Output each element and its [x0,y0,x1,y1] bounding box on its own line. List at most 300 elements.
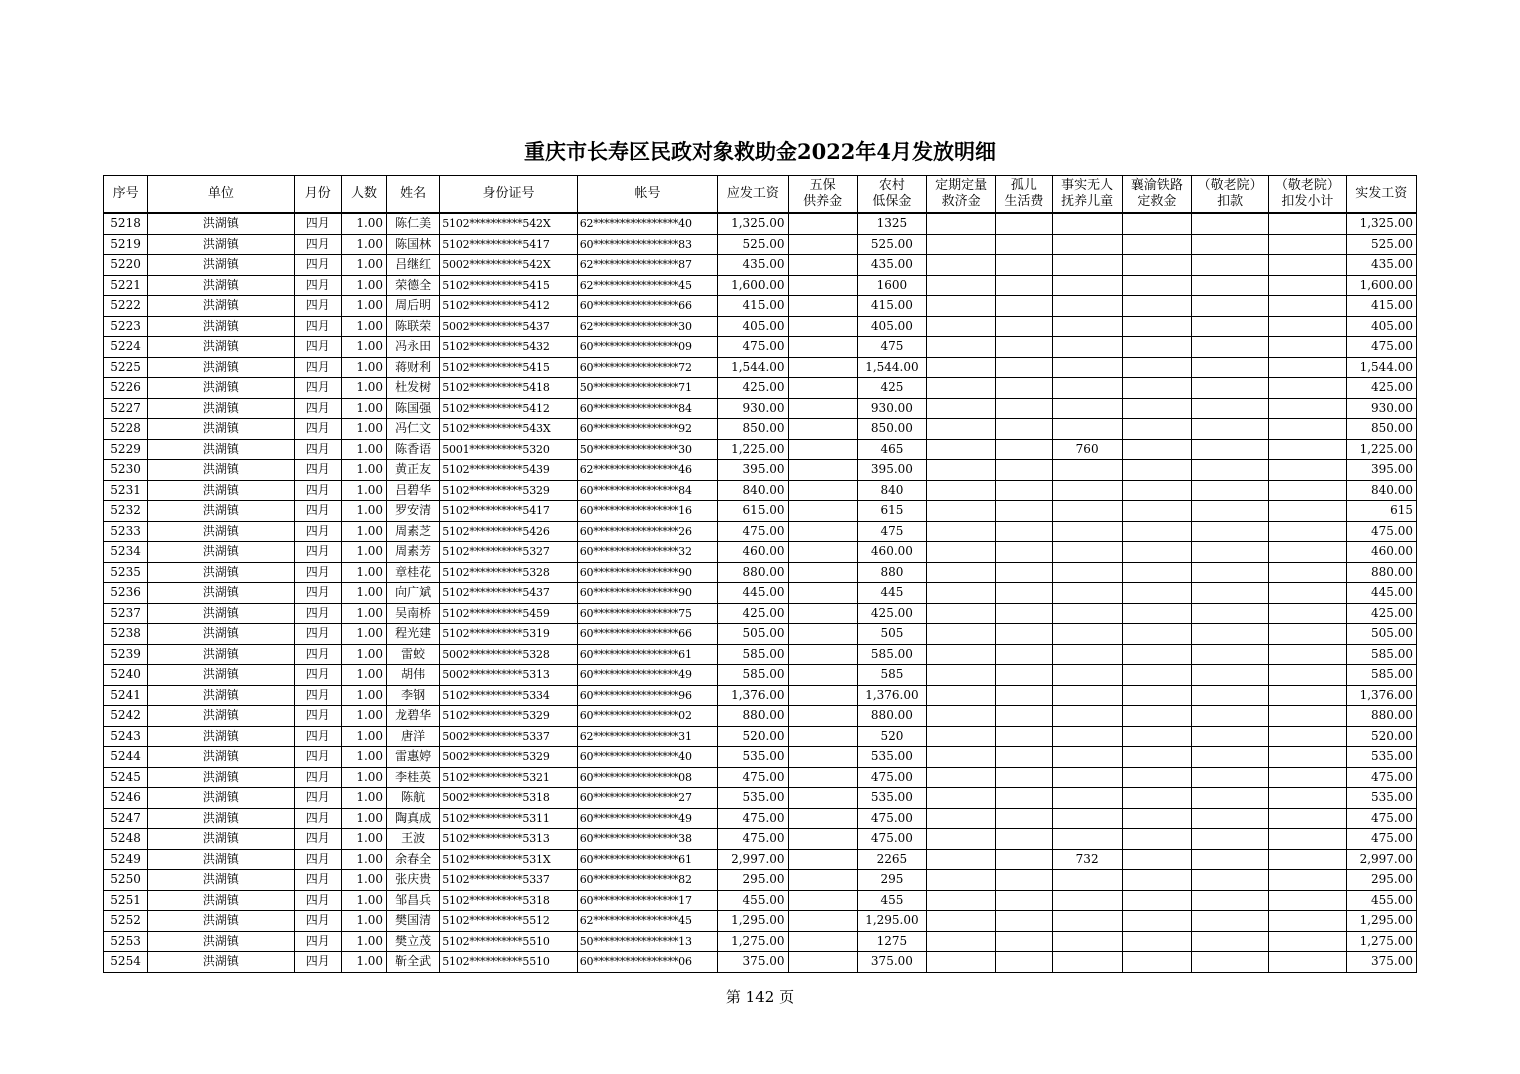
table-cell: 洪湖镇 [148,603,295,624]
table-cell: 60****************61 [577,849,718,870]
table-cell [788,829,857,850]
column-header: 孤儿 生活费 [996,176,1052,214]
table-cell [1052,890,1122,911]
table-cell: 475.00 [718,521,788,542]
table-cell [1192,767,1269,788]
table-cell [1052,726,1122,747]
table-cell [996,644,1052,665]
table-row [104,460,1417,481]
column-header: 应发工资 [718,176,788,214]
table-cell: 5253 [104,931,148,952]
table-cell: 615.00 [718,501,788,522]
table-cell [1269,706,1346,727]
table-cell: 5241 [104,685,148,706]
table-cell [1122,275,1191,296]
table-cell [1192,275,1269,296]
table-cell: 535.00 [718,747,788,768]
table-cell [1122,542,1191,563]
table-cell: 胡伟 [387,665,440,686]
table-cell [927,849,996,870]
table-cell [996,911,1052,932]
table-cell [788,460,857,481]
table-cell: 930.00 [718,398,788,419]
table-cell: 5102**********5337 [440,870,578,891]
table-cell: 1,325.00 [718,213,788,234]
table-cell: 1.00 [341,808,386,829]
table-cell [927,296,996,317]
table-cell: 850.00 [857,419,926,440]
table-cell: 425 [857,378,926,399]
table-cell: 程光建 [387,624,440,645]
table-cell: 1.00 [341,706,386,727]
table-cell [927,562,996,583]
table-cell: 5234 [104,542,148,563]
table-cell [1122,378,1191,399]
table-cell [927,767,996,788]
table-cell: 王波 [387,829,440,850]
table-cell: 雷惠婷 [387,747,440,768]
table-cell [927,542,996,563]
table-cell: 1.00 [341,931,386,952]
table-cell: 1.00 [341,398,386,419]
table-cell: 洪湖镇 [148,213,295,234]
table-cell [788,726,857,747]
page-title: 重庆市长寿区民政对象救助金2022年4月发放明细 [523,139,997,164]
table-cell: 455 [857,890,926,911]
table-cell: 陈香语 [387,439,440,460]
table-cell [1269,398,1346,419]
table-cell [927,911,996,932]
table-cell: 585.00 [857,644,926,665]
table-cell: 50****************71 [577,378,718,399]
table-cell [1192,562,1269,583]
table-cell: 四月 [294,665,341,686]
table-cell [1192,890,1269,911]
table-cell [927,829,996,850]
table-row [104,931,1417,952]
table-cell [788,521,857,542]
table-cell [1122,296,1191,317]
table-cell: 520 [857,726,926,747]
table-cell: 445 [857,583,926,604]
table-cell: 60****************92 [577,419,718,440]
table-cell: 60****************02 [577,706,718,727]
table-cell: 5237 [104,603,148,624]
table-cell: 5221 [104,275,148,296]
table-cell [996,829,1052,850]
table-cell: 615 [1346,501,1416,522]
table-cell [996,398,1052,419]
table-cell: 洪湖镇 [148,357,295,378]
table-cell: 1.00 [341,870,386,891]
table-cell: 295 [857,870,926,891]
table-cell: 5243 [104,726,148,747]
table-cell [788,398,857,419]
table-cell: 洪湖镇 [148,501,295,522]
table-cell: 四月 [294,829,341,850]
table-cell: 60****************16 [577,501,718,522]
table-cell: 1.00 [341,644,386,665]
table-cell: 62****************87 [577,255,718,276]
table-cell [996,890,1052,911]
table-cell: 435.00 [718,255,788,276]
table-cell: 5250 [104,870,148,891]
page-number: 第 142 页 [725,988,795,1006]
table-cell: 吴南桥 [387,603,440,624]
table-cell: 5102**********5415 [440,275,578,296]
table-cell: 475.00 [1346,829,1416,850]
table-cell: 四月 [294,419,341,440]
table-cell: 60****************32 [577,542,718,563]
table-cell: 60****************40 [577,747,718,768]
table-cell: 5102**********5437 [440,583,578,604]
table-cell [1192,296,1269,317]
table-cell [1052,460,1122,481]
table-cell: 50****************30 [577,439,718,460]
table-cell [788,378,857,399]
table-cell: 洪湖镇 [148,378,295,399]
table-cell [1192,501,1269,522]
table-cell: 465 [857,439,926,460]
table-cell: 荣德全 [387,275,440,296]
table-row [104,747,1417,768]
table-cell: 四月 [294,644,341,665]
table-cell: 唐洋 [387,726,440,747]
table-cell: 1,295.00 [1346,911,1416,932]
table-cell [1052,213,1122,234]
table-cell: 1.00 [341,419,386,440]
table-cell: 295.00 [718,870,788,891]
table-cell: 5236 [104,583,148,604]
table-cell: 445.00 [1346,583,1416,604]
table-cell [1052,562,1122,583]
table-cell: 62****************31 [577,726,718,747]
table-cell: 四月 [294,624,341,645]
table-cell: 435.00 [1346,255,1416,276]
table-cell [1052,357,1122,378]
table-cell: 5225 [104,357,148,378]
table-cell [1192,644,1269,665]
table-cell [1269,521,1346,542]
table-cell [1192,357,1269,378]
table-cell: 1.00 [341,911,386,932]
table-cell [1052,398,1122,419]
table-cell [788,275,857,296]
table-cell: 5102**********5415 [440,357,578,378]
table-row [104,685,1417,706]
table-cell [1052,665,1122,686]
table-cell [996,439,1052,460]
table-cell [1052,296,1122,317]
table-row [104,665,1417,686]
table-cell [1052,829,1122,850]
table-cell: 黄正友 [387,460,440,481]
table-cell [1192,460,1269,481]
column-header: 序号 [104,176,148,214]
table-cell: 5002**********5437 [440,316,578,337]
table-cell: 1,325.00 [1346,213,1416,234]
table-cell: 455.00 [1346,890,1416,911]
table-cell [1052,501,1122,522]
table-row [104,583,1417,604]
table-cell: 60****************61 [577,644,718,665]
table-cell [788,890,857,911]
table-cell [788,255,857,276]
table-cell: 475.00 [718,767,788,788]
table-cell: 1.00 [341,439,386,460]
table-cell [788,562,857,583]
table-cell: 880.00 [857,706,926,727]
table-cell [1269,911,1346,932]
relief-payment-table [103,175,1417,973]
table-cell: 1,544.00 [1346,357,1416,378]
table-cell: 陈仁美 [387,213,440,234]
table-cell [1052,911,1122,932]
table-cell: 洪湖镇 [148,583,295,604]
table-cell: 62****************45 [577,275,718,296]
table-cell [1269,562,1346,583]
table-cell: 62****************30 [577,316,718,337]
table-cell: 60****************38 [577,829,718,850]
table-cell [1269,808,1346,829]
table-cell [1122,911,1191,932]
table-cell [1269,234,1346,255]
table-cell [996,726,1052,747]
table-cell: 5102**********5329 [440,706,578,727]
table-cell [927,890,996,911]
column-header: （敬老院） 扣款 [1192,176,1269,214]
table-cell: 525.00 [718,234,788,255]
table-cell: 李钢 [387,685,440,706]
table-cell: 5001**********5320 [440,439,578,460]
table-cell [927,952,996,973]
table-cell: 洪湖镇 [148,562,295,583]
table-cell [1269,870,1346,891]
table-cell [788,501,857,522]
table-cell: 5102**********5328 [440,562,578,583]
table-cell [1122,213,1191,234]
table-cell [788,624,857,645]
table-cell [1122,234,1191,255]
table-cell [927,644,996,665]
table-cell: 585.00 [1346,665,1416,686]
table-cell [1192,870,1269,891]
table-cell: 雷蛟 [387,644,440,665]
table-cell: 850.00 [1346,419,1416,440]
table-cell [927,398,996,419]
table-cell: 1.00 [341,685,386,706]
table-cell: 525.00 [857,234,926,255]
table-cell: 四月 [294,890,341,911]
table-cell [1269,357,1346,378]
table-cell: 5238 [104,624,148,645]
table-cell: 880.00 [718,706,788,727]
column-header: 实发工资 [1346,176,1416,214]
table-cell: 5233 [104,521,148,542]
table-cell: 5102**********531X [440,849,578,870]
table-cell [1269,378,1346,399]
table-cell [927,624,996,645]
table-cell: 5102**********5439 [440,460,578,481]
table-cell: 2,997.00 [718,849,788,870]
table-cell: 60****************90 [577,562,718,583]
table-cell: 四月 [294,808,341,829]
table-cell [927,521,996,542]
table-cell [1269,296,1346,317]
table-cell [996,952,1052,973]
table-cell: 洪湖镇 [148,931,295,952]
table-cell: 1.00 [341,316,386,337]
table-cell: 四月 [294,706,341,727]
table-cell [996,583,1052,604]
table-cell [927,213,996,234]
table-cell [1269,931,1346,952]
table-cell: 5002**********5337 [440,726,578,747]
table-cell [996,213,1052,234]
column-header: 襄渝铁路 定救金 [1122,176,1191,214]
table-cell: 1,544.00 [718,357,788,378]
table-cell [1192,624,1269,645]
table-cell: 375.00 [857,952,926,973]
table-cell: 50****************13 [577,931,718,952]
table-cell: 洪湖镇 [148,296,295,317]
table-cell: 475.00 [718,829,788,850]
table-cell: 880 [857,562,926,583]
table-cell [788,706,857,727]
table-cell: 585.00 [1346,644,1416,665]
table-cell [1122,808,1191,829]
table-row [104,357,1417,378]
table-cell: 5248 [104,829,148,850]
table-cell [788,665,857,686]
table-cell: 435.00 [857,255,926,276]
table-cell: 洪湖镇 [148,685,295,706]
table-cell: 585 [857,665,926,686]
table-cell: 5235 [104,562,148,583]
table-cell: 陈联荣 [387,316,440,337]
table-cell: 5102**********5327 [440,542,578,563]
table-cell [927,808,996,829]
table-cell: 四月 [294,480,341,501]
table-cell [927,480,996,501]
table-cell: 5102**********5418 [440,378,578,399]
table-row [104,542,1417,563]
table-cell [1192,419,1269,440]
table-cell: 475.00 [857,767,926,788]
table-cell [1269,890,1346,911]
table-cell [788,542,857,563]
table-cell: 洪湖镇 [148,439,295,460]
table-cell: 460.00 [1346,542,1416,563]
table-cell: 洪湖镇 [148,419,295,440]
table-cell: 洪湖镇 [148,726,295,747]
column-header: 身份证号 [440,176,578,214]
table-cell: 475.00 [857,829,926,850]
table-cell: 60****************72 [577,357,718,378]
table-cell [1192,829,1269,850]
table-cell: 1,225.00 [1346,439,1416,460]
table-cell [996,665,1052,686]
table-cell [927,583,996,604]
table-cell: 1.00 [341,726,386,747]
table-cell: 60****************08 [577,767,718,788]
table-row [104,644,1417,665]
table-cell: 1.00 [341,357,386,378]
table-row [104,603,1417,624]
table-cell: 375.00 [718,952,788,973]
table-cell: 475.00 [857,808,926,829]
table-cell: 535.00 [1346,788,1416,809]
table-cell [996,931,1052,952]
table-cell: 吕碧华 [387,480,440,501]
table-cell: 1.00 [341,255,386,276]
table-cell [1122,685,1191,706]
table-cell: 1,275.00 [1346,931,1416,952]
table-cell [996,849,1052,870]
table-cell: 60****************26 [577,521,718,542]
table-cell: 5223 [104,316,148,337]
table-cell: 1.00 [341,747,386,768]
table-cell [1122,521,1191,542]
table-cell [1122,767,1191,788]
table-cell: 洪湖镇 [148,808,295,829]
table-cell: 5230 [104,460,148,481]
table-row [104,521,1417,542]
table-cell: 60****************83 [577,234,718,255]
table-cell [1192,337,1269,358]
table-cell: 樊立茂 [387,931,440,952]
table-cell: 四月 [294,788,341,809]
table-cell: 840 [857,480,926,501]
table-cell: 5102**********5318 [440,890,578,911]
table-cell: 1.00 [341,788,386,809]
table-cell: 5232 [104,501,148,522]
table-cell [1052,808,1122,829]
table-cell: 1.00 [341,337,386,358]
table-cell: 5002**********5318 [440,788,578,809]
table-cell: 洪湖镇 [148,480,295,501]
table-cell [1052,480,1122,501]
table-cell [1269,439,1346,460]
table-cell: 周素芝 [387,521,440,542]
table-cell [1269,747,1346,768]
table-cell: 章桂花 [387,562,440,583]
table-cell: 1,295.00 [718,911,788,932]
table-cell: 1,376.00 [857,685,926,706]
table-cell: 1.00 [341,480,386,501]
table-cell [1122,931,1191,952]
table-cell [927,603,996,624]
table-cell: 5218 [104,213,148,234]
table-cell [1269,829,1346,850]
table-cell: 四月 [294,911,341,932]
column-header: 事实无人 抚养儿童 [1052,176,1122,214]
table-cell: 四月 [294,603,341,624]
table-cell: 5102**********5311 [440,808,578,829]
table-cell: 60****************49 [577,665,718,686]
table-row [104,767,1417,788]
table-cell [1122,562,1191,583]
table-cell [1052,685,1122,706]
table-row [104,870,1417,891]
table-cell: 四月 [294,747,341,768]
table-cell: 四月 [294,521,341,542]
table-cell: 475.00 [718,808,788,829]
table-cell: 425.00 [718,603,788,624]
column-header: 姓名 [387,176,440,214]
table-cell: 60****************96 [577,685,718,706]
table-row [104,890,1417,911]
